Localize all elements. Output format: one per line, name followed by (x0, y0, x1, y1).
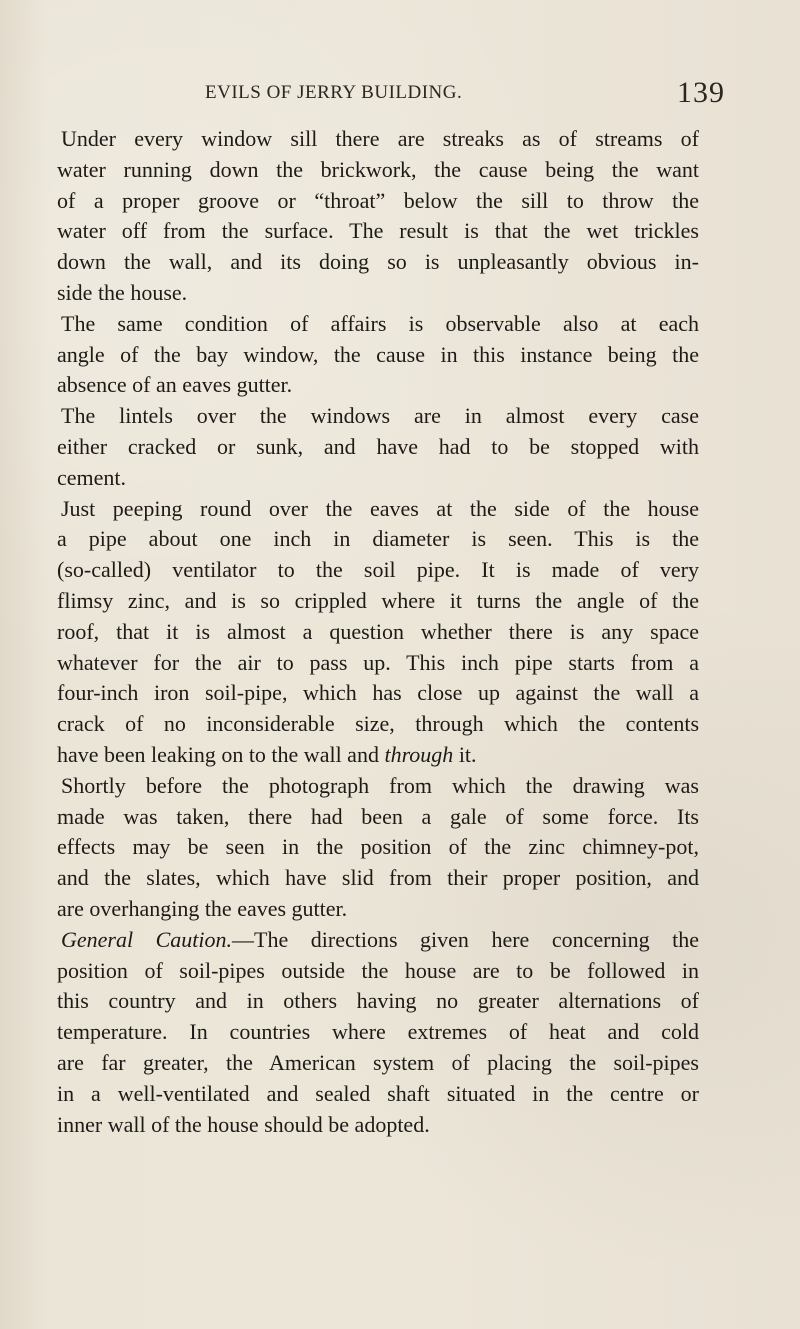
line-text: have been leaking on to the wall and (57, 741, 385, 767)
line-text: either cracked or sunk, and have had to be stopped with (57, 433, 699, 459)
line-text: water running down the brickwork, the cause being the want (57, 156, 699, 182)
line-text: of a proper groove or “throat” below the sill to throw the (57, 187, 699, 213)
page-number: 139 (677, 76, 725, 109)
line-text: down the wall, and its doing so is unpleasantly obvious in- (57, 249, 699, 275)
text-line (57, 340, 699, 371)
text-line (57, 740, 699, 771)
line-text: side the house. (57, 279, 188, 305)
text-line (57, 832, 699, 863)
text-line (57, 648, 699, 679)
line-text: effects may be seen in the position of the zinc chimney-pot, (57, 834, 699, 860)
line-text: inner wall of the house should be adopted. (57, 1111, 430, 1137)
line-text: it. (453, 741, 477, 767)
text-line (57, 925, 699, 956)
text-line (57, 1079, 699, 1110)
text-line (57, 124, 699, 155)
line-text: position of soil-pipes outside the house are to be followed in (57, 957, 699, 983)
body-text (57, 124, 699, 1140)
line-text: temperature. In countries where extremes of heat and cold (57, 1019, 699, 1045)
text-line (57, 678, 699, 709)
line-text: whatever for the air to pass up. This inch pipe starts from a (57, 649, 699, 675)
text-line (57, 894, 699, 925)
text-line (57, 247, 699, 278)
text-line (57, 463, 699, 494)
line-text: are far greater, the American system of placing the soil-pipes (57, 1049, 699, 1075)
line-text: absence of an eaves gutter. (57, 372, 293, 398)
line-text: roof, that it is almost a question whether there is any space (57, 618, 699, 644)
text-line (57, 1048, 699, 1079)
line-text: —The directions given here concerning the (232, 926, 699, 952)
line-text: made was taken, there had been a gale of some force. Its (57, 803, 699, 829)
line-text: a pipe about one inch in diameter is seen. This is the (57, 526, 699, 552)
text-line (57, 986, 699, 1017)
line-text: Just peeping round over the eaves at the side of the house (61, 495, 699, 521)
line-text: (so-called) ventilator to the soil pipe. It is made of very (57, 557, 699, 583)
text-line (57, 524, 699, 555)
text-line (57, 278, 699, 309)
text-line (57, 186, 699, 217)
text-line (57, 771, 699, 802)
text-line (57, 555, 699, 586)
line-text: four-inch iron soil-pipe, which has close up against the wall a (57, 680, 699, 706)
line-text: cement. (57, 464, 127, 490)
text-line (57, 709, 699, 740)
text-line (57, 586, 699, 617)
line-text: flimsy zinc, and is so crippled where it turns the angle of the (57, 587, 699, 613)
page-header (205, 76, 725, 116)
text-line (57, 802, 699, 833)
line-text: in a well-ventilated and sealed shaft situated in the centre or (57, 1080, 699, 1106)
text-line (57, 401, 699, 432)
text-line (57, 309, 699, 340)
italic-text: through (384, 741, 454, 767)
text-line (57, 956, 699, 987)
line-text: Under every window sill there are streaks as of streams of (61, 126, 699, 151)
text-line (57, 1110, 699, 1141)
line-text: and the slates, which have slid from their proper position, and (57, 865, 699, 891)
line-text: Shortly before the photograph from which the drawing was (61, 772, 699, 798)
text-line (57, 370, 699, 401)
text-line (57, 494, 699, 525)
italic-text: General Caution. (61, 926, 233, 952)
text-line (57, 155, 699, 186)
text-line (57, 432, 699, 463)
text-line (57, 863, 699, 894)
line-text: this country and in others having no greater alternations of (57, 988, 699, 1014)
text-line (57, 216, 699, 247)
text-line (57, 1017, 699, 1048)
running-head: EVILS OF JERRY BUILDING. (205, 82, 463, 103)
line-text: water off from the surface. The result is that the wet trickles (57, 218, 699, 244)
line-text: crack of no inconsiderable size, through which the contents (57, 711, 699, 737)
line-text: are overhanging the eaves gutter. (57, 895, 348, 921)
line-text: The same condition of affairs is observable also at each (61, 310, 699, 336)
text-line (57, 617, 699, 648)
line-text: angle of the bay window, the cause in this instance being the (57, 341, 699, 367)
line-text: The lintels over the windows are in almost every case (61, 403, 699, 429)
